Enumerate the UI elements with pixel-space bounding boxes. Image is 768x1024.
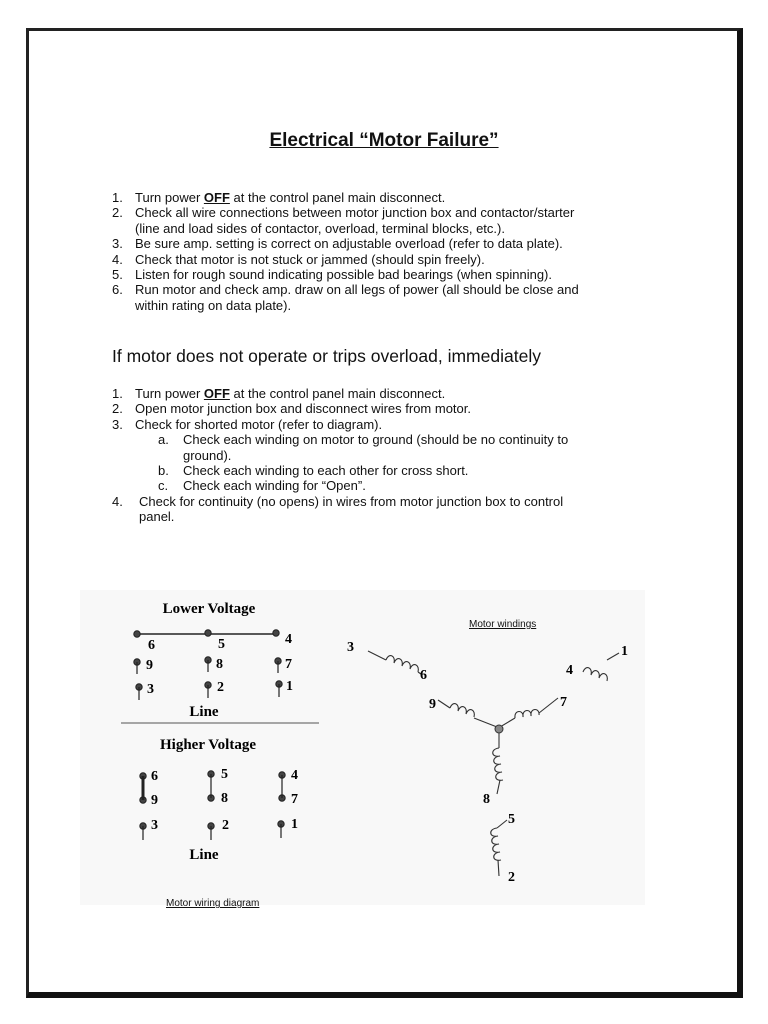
terminal-4-dot xyxy=(273,630,279,636)
svg-text:4: 4 xyxy=(285,632,292,647)
step-number: 2. xyxy=(112,401,123,417)
step-number: 5. xyxy=(112,267,123,283)
svg-text:9: 9 xyxy=(151,793,158,808)
svg-text:8: 8 xyxy=(483,792,490,807)
svg-text:5: 5 xyxy=(221,767,228,782)
step-line: Check each winding for “Open”. xyxy=(183,478,366,494)
subheading: If motor does not operate or trips overload, immediately xyxy=(112,346,541,366)
lower-voltage-leads xyxy=(137,660,279,700)
step-line: Check each winding to each other for cross short. xyxy=(183,463,469,479)
terminal-6-dot xyxy=(134,631,140,637)
svg-text:4: 4 xyxy=(566,663,573,678)
svg-text:6: 6 xyxy=(420,668,427,683)
step-line: Check all wire connections between motor junction box and contactor/starter xyxy=(135,205,575,221)
off-emphasis: OFF xyxy=(203,386,230,401)
svg-text:6: 6 xyxy=(148,638,155,653)
winding-numbers xyxy=(347,640,628,885)
svg-text:5: 5 xyxy=(508,812,515,827)
step-line: Be sure amp. setting is correct on adjustable overload (refer to data plate). xyxy=(135,236,563,252)
step-number: 6. xyxy=(112,282,123,298)
svg-text:9: 9 xyxy=(146,658,153,673)
step-text: Turn power xyxy=(135,386,204,401)
svg-text:2: 2 xyxy=(508,870,515,885)
step-number: 3. xyxy=(112,416,123,432)
svg-text:4: 4 xyxy=(291,768,298,783)
step-number: c. xyxy=(158,478,169,494)
step-line: Open motor junction box and disconnect wires from motor. xyxy=(135,401,471,417)
step-text: Turn power xyxy=(135,190,204,205)
lower-voltage-label: Lower Voltage xyxy=(162,601,256,617)
winding-coils xyxy=(368,651,619,876)
step-line: Listen for rough sound indicating possible bad bearings (when spinning). xyxy=(135,267,552,283)
svg-text:7: 7 xyxy=(560,695,567,710)
step-line: Check each winding on motor to ground (should be no continuity to xyxy=(183,432,569,448)
higher-voltage-label: Higher Voltage xyxy=(160,737,256,753)
page-title: Electrical “Motor Failure” xyxy=(269,130,499,151)
svg-text:7: 7 xyxy=(285,657,292,672)
line-label-lower: Line xyxy=(189,704,219,720)
svg-text:6: 6 xyxy=(151,769,158,784)
step-line: Check for shorted motor (refer to diagram). xyxy=(135,416,383,432)
svg-text:7: 7 xyxy=(291,792,298,807)
step-number: 1. xyxy=(112,190,123,205)
higher-voltage-numbers xyxy=(151,767,298,833)
step-line: ground). xyxy=(183,447,232,463)
higher-voltage-terminals xyxy=(140,771,285,829)
step-line: Check that motor is not stuck or jammed (should spin freely). xyxy=(135,251,485,267)
lower-voltage-numbers xyxy=(146,632,293,697)
svg-text:8: 8 xyxy=(221,791,228,806)
step-line: Run motor and check amp. draw on all legs of power (all should be close and xyxy=(135,282,579,298)
off-emphasis: OFF xyxy=(203,190,230,205)
svg-text:1: 1 xyxy=(621,644,628,659)
svg-text:3: 3 xyxy=(151,818,158,833)
svg-text:2: 2 xyxy=(217,680,224,695)
step-number: 2. xyxy=(112,205,123,221)
step-text: at the control panel main disconnect. xyxy=(229,190,446,205)
terminal-5-dot xyxy=(205,630,211,636)
svg-text:5: 5 xyxy=(218,637,225,652)
svg-text:9: 9 xyxy=(429,697,436,712)
step-number: 4. xyxy=(112,493,123,509)
step-text: at the control panel main disconnect. xyxy=(229,386,446,401)
motor-windings-caption: Motor windings xyxy=(469,619,537,630)
wye-center-node xyxy=(495,725,503,733)
step-number: a. xyxy=(158,432,169,448)
line-label-higher: Line xyxy=(189,847,219,863)
step-number: 3. xyxy=(112,236,123,252)
higher-voltage-links xyxy=(143,774,282,840)
step-line: panel. xyxy=(139,509,175,525)
step-number: b. xyxy=(158,463,169,479)
svg-text:2: 2 xyxy=(222,818,229,833)
step-line: within rating on data plate). xyxy=(135,297,292,313)
svg-text:1: 1 xyxy=(291,817,298,832)
svg-text:3: 3 xyxy=(347,640,354,655)
step-line: Check for continuity (no opens) in wires from motor junction box to control xyxy=(139,493,564,509)
step-line: (line and load sides of contactor, overload, terminal blocks, etc.). xyxy=(135,220,505,236)
svg-text:1: 1 xyxy=(286,679,293,694)
step-number: 1. xyxy=(112,386,123,401)
step-number: 4. xyxy=(112,251,123,267)
svg-text:3: 3 xyxy=(147,682,154,697)
motor-wiring-diagram-caption: Motor wiring diagram xyxy=(166,898,260,909)
svg-text:8: 8 xyxy=(216,657,223,672)
